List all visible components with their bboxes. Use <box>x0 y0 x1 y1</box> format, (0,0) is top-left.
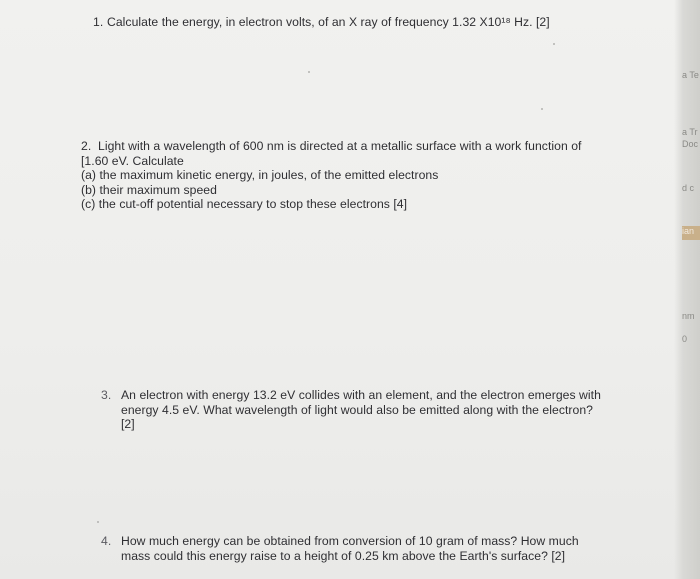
edge-mark: Doc <box>682 139 699 149</box>
paper-speck <box>541 108 543 110</box>
adjacent-window-edge <box>674 0 700 579</box>
question-4-number: 4. <box>101 534 112 548</box>
paper-speck <box>553 43 555 45</box>
question-2-line-2: [1.60 eV. Calculate <box>81 153 184 168</box>
paper-speck <box>308 71 310 73</box>
edge-mark: ian <box>682 226 700 240</box>
edge-mark: a Tr <box>682 127 698 137</box>
edge-mark: d c <box>682 183 695 193</box>
question-1 <box>93 15 550 30</box>
question-2-part-c: (c) the cut-off potential necessary to stop these electrons [4] <box>81 197 408 212</box>
question-4-line-2: mass could this energy raise to a height of 0.25 km above the Earth's surface? [2] <box>121 548 566 563</box>
question-3-line-3: [2] <box>121 417 135 432</box>
question-2-line-1: Light with a wavelength of 600 nm is directed at a metallic surface with a work function of <box>98 139 582 153</box>
question-4-line-1: How much energy can be obtained from conversion of 10 gram of mass? How much <box>121 534 579 548</box>
question-2 <box>81 139 582 212</box>
question-3-line-1: An electron with energy 13.2 eV collides with an element, and the electron emerges with <box>121 388 601 402</box>
edge-mark: a Te <box>682 70 699 80</box>
paper-speck <box>97 521 99 523</box>
edge-mark: nm <box>682 311 695 321</box>
question-2-part-a: (a) the maximum kinetic energy, in joules, of the emitted electrons <box>81 168 439 183</box>
question-1-number: 1. <box>93 15 104 29</box>
edge-mark: 0 <box>682 334 688 344</box>
question-2-part-b: (b) their maximum speed <box>81 182 217 197</box>
question-3-number: 3. <box>101 388 112 402</box>
question-2-number: 2. <box>81 139 92 153</box>
question-1-text: Calculate the energy, in electron volts, of an X ray of frequency 1.32 X10¹⁸ Hz. [2] <box>107 15 550 29</box>
question-3-line-2: energy 4.5 eV. What wavelength of light would also be emitted along with the electron? <box>121 402 594 417</box>
